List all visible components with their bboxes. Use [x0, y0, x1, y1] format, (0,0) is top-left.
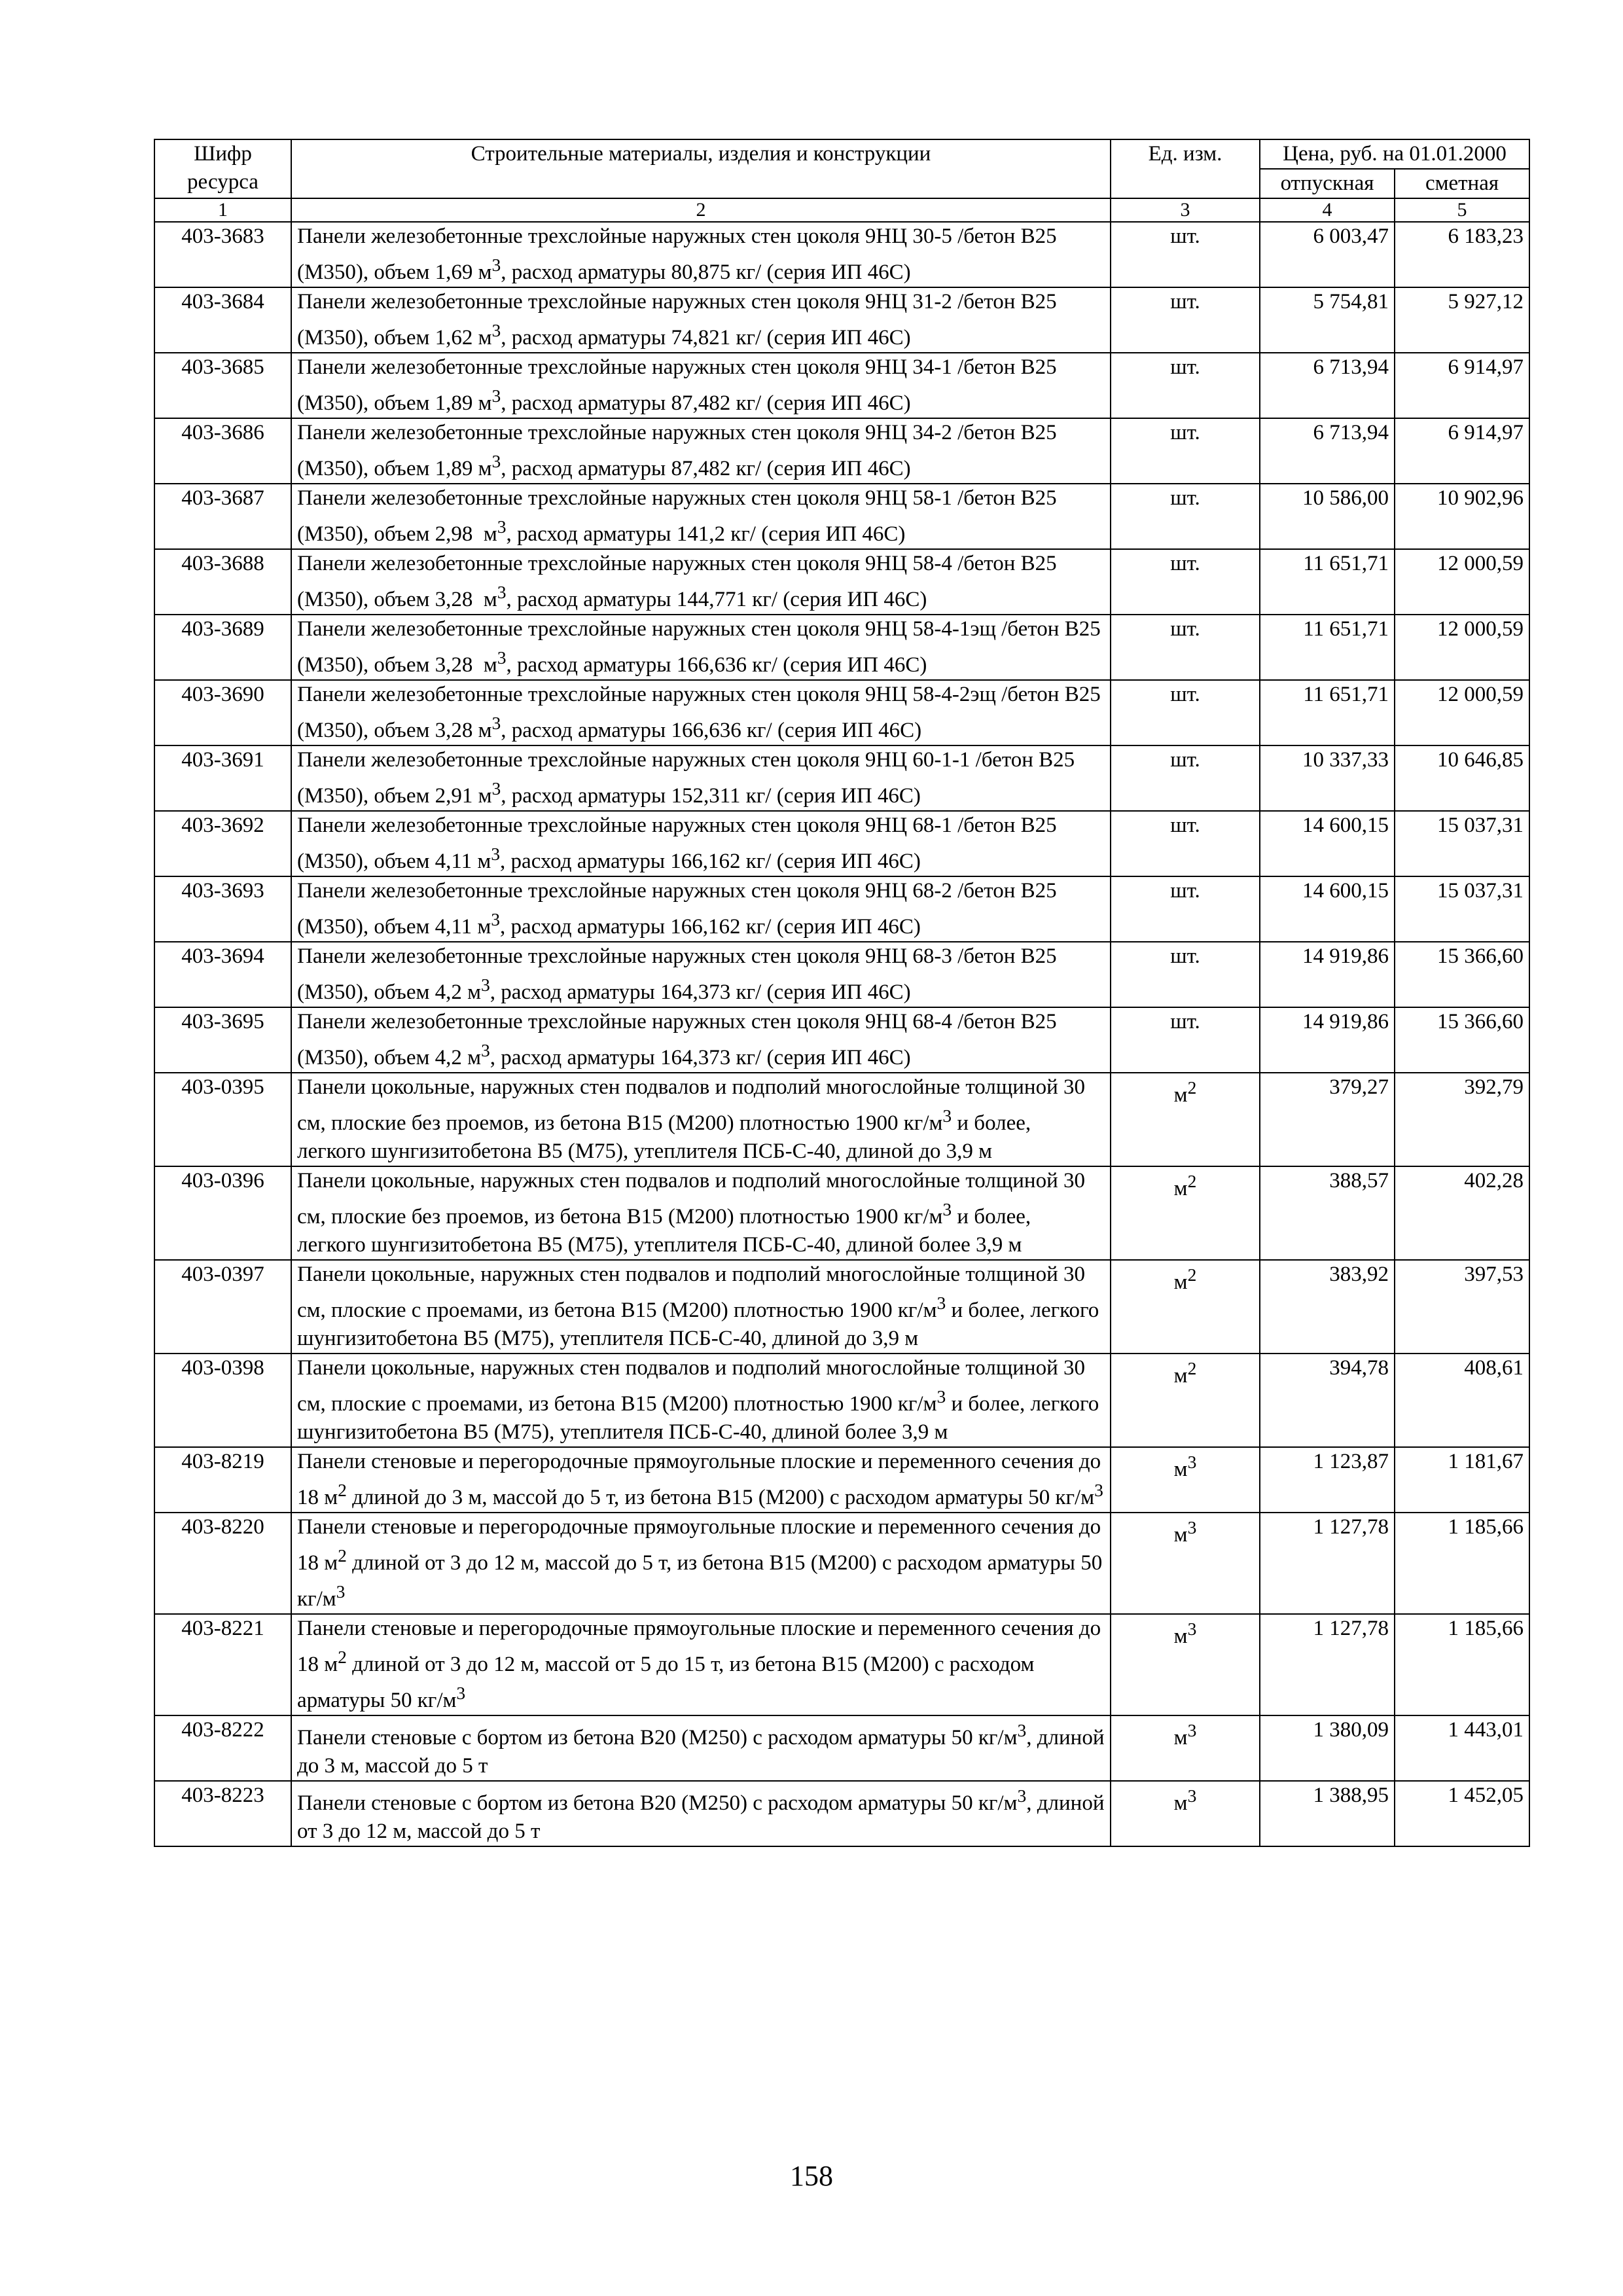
cell-description: Панели железобетонные трехслойные наружных стен цоколя 9НЦ 58-1 /бетон В25 (М350), объем 2,98 $м^3$, расход арматуры 141,2 кг/ (серия ИП 46С)	[291, 484, 1111, 549]
cell-description: Панели цокольные, наружных стен подвалов и подполий многослойные толщиной 30 см, плоские с проемами, из бетона В15 (М200) плотностью 1900 $кг/м^3$ и более, легкого шунгизитобетона В5 (М75), утеплителя ПСБ-С-40, длиной более 3,9 м	[291, 1354, 1111, 1447]
cell-code: 403-3688	[154, 549, 291, 615]
table-row	[154, 1007, 1529, 1073]
cell-unit: шт.	[1111, 811, 1260, 876]
cell-unit: шт.	[1111, 549, 1260, 615]
cell-unit: шт.	[1111, 1007, 1260, 1073]
cell-description: Панели стеновые и перегородочные прямоугольные плоские и переменного сечения до 18 $м^2$ длиной до 3 м, массой до 5 т, из бетона В15 (М200) с расходом арматуры 50 $кг/м^3$	[291, 1447, 1111, 1513]
cell-code: 403-3687	[154, 484, 291, 549]
table-row	[154, 876, 1529, 942]
table-row	[154, 222, 1529, 287]
cell-unit: шт.	[1111, 418, 1260, 484]
table-header-row	[154, 139, 1529, 169]
table-row	[154, 549, 1529, 615]
cell-description: Панели железобетонные трехслойные наружных стен цоколя 9НЦ 30-5 /бетон В25 (М350), объем 1,69 $м^3$, расход арматуры 80,875 кг/ (серия ИП 46С)	[291, 222, 1111, 287]
table-row	[154, 484, 1529, 549]
cell-unit: шт.	[1111, 353, 1260, 418]
header-estimate: сметная	[1395, 169, 1529, 198]
cell-description: Панели железобетонные трехслойные наружных стен цоколя 9НЦ 68-3 /бетон В25 (М350), объем 4,2 $м^3$, расход арматуры 164,373 кг/ (серия ИП 46С)	[291, 942, 1111, 1007]
page-number: 158	[790, 2160, 833, 2192]
cell-code: 403-3695	[154, 1007, 291, 1073]
cell-description: Панели железобетонные трехслойные наружных стен цоколя 9НЦ 68-2 /бетон В25 (М350), объем 4,11 $м^3$, расход арматуры 166,162 кг/ (серия ИП 46С)	[291, 876, 1111, 942]
cell-description: Панели железобетонные трехслойные наружных стен цоколя 9НЦ 58-4-1эщ /бетон В25 (М350), объем 3,28 $м^3$, расход арматуры 166,636 кг/ (серия ИП 46С)	[291, 615, 1111, 680]
cell-code: 403-3690	[154, 680, 291, 745]
cell-price-estimate: 6 914,97	[1395, 353, 1529, 418]
table-row	[154, 1614, 1529, 1715]
cell-code: 403-0397	[154, 1260, 291, 1354]
cell-code: 403-8219	[154, 1447, 291, 1513]
table-body	[154, 222, 1529, 1846]
cell-code: 403-0395	[154, 1073, 291, 1166]
cell-price-estimate: 15 037,31	[1395, 876, 1529, 942]
cell-price-release: 6 713,94	[1260, 353, 1395, 418]
column-numbers-row	[154, 198, 1529, 222]
cell-price-release: 14 600,15	[1260, 811, 1395, 876]
cell-code: 403-3692	[154, 811, 291, 876]
cell-price-release: 1 123,87	[1260, 1447, 1395, 1513]
table-row	[154, 353, 1529, 418]
column-number: 5	[1395, 198, 1529, 222]
cell-description: Панели цокольные, наружных стен подвалов и подполий многослойные толщиной 30 см, плоские с проемами, из бетона В15 (М200) плотностью 1900 $кг/м^3$ и более, легкого шунгизитобетона В5 (М75), утеплителя ПСБ-С-40, длиной до 3,9 м	[291, 1260, 1111, 1354]
cell-price-release: 1 127,78	[1260, 1513, 1395, 1614]
cell-unit: $м^3$	[1111, 1614, 1260, 1715]
cell-price-estimate: 402,28	[1395, 1166, 1529, 1260]
cell-unit: $м^3$	[1111, 1447, 1260, 1513]
cell-price-release: 383,92	[1260, 1260, 1395, 1354]
cell-description: Панели цокольные, наружных стен подвалов и подполий многослойные толщиной 30 см, плоские без проемов, из бетона В15 (М200) плотностью 1900 $кг/м^3$ и более, легкого шунгизитобетона В5 (М75), утеплителя ПСБ-С-40, длиной более 3,9 м	[291, 1166, 1111, 1260]
cell-price-estimate: 12 000,59	[1395, 680, 1529, 745]
cell-price-release: 388,57	[1260, 1166, 1395, 1260]
cell-price-estimate: 397,53	[1395, 1260, 1529, 1354]
cell-unit: $м^2$	[1111, 1260, 1260, 1354]
cell-price-estimate: 15 366,60	[1395, 942, 1529, 1007]
header-release: отпускная	[1260, 169, 1395, 198]
cell-description: Панели железобетонные трехслойные наружных стен цоколя 9НЦ 58-4 /бетон В25 (М350), объем 3,28 $м^3$, расход арматуры 144,771 кг/ (серия ИП 46С)	[291, 549, 1111, 615]
table-row	[154, 1073, 1529, 1166]
cell-price-release: 10 586,00	[1260, 484, 1395, 549]
cell-code: 403-0398	[154, 1354, 291, 1447]
cell-description: Панели железобетонные трехслойные наружных стен цоколя 9НЦ 58-4-2эщ /бетон В25 (М350), объем 3,28 $м^3$, расход арматуры 166,636 кг/ (серия ИП 46С)	[291, 680, 1111, 745]
cell-price-release: 5 754,81	[1260, 287, 1395, 353]
price-table	[154, 139, 1530, 1847]
cell-price-estimate: 1 443,01	[1395, 1715, 1529, 1781]
table-row	[154, 1166, 1529, 1260]
cell-price-estimate: 1 181,67	[1395, 1447, 1529, 1513]
cell-unit: шт.	[1111, 287, 1260, 353]
cell-price-estimate: 1 185,66	[1395, 1513, 1529, 1614]
table-row	[154, 1260, 1529, 1354]
cell-price-estimate: 5 927,12	[1395, 287, 1529, 353]
table-row	[154, 1715, 1529, 1781]
cell-price-estimate: 10 646,85	[1395, 745, 1529, 811]
cell-unit: $м^2$	[1111, 1166, 1260, 1260]
cell-price-estimate: 15 037,31	[1395, 811, 1529, 876]
table-row	[154, 1781, 1529, 1846]
cell-description: Панели железобетонные трехслойные наружных стен цоколя 9НЦ 31-2 /бетон В25 (М350), объем 1,62 $м^3$, расход арматуры 74,821 кг/ (серия ИП 46С)	[291, 287, 1111, 353]
cell-code: 403-8223	[154, 1781, 291, 1846]
table-row	[154, 745, 1529, 811]
cell-unit: шт.	[1111, 745, 1260, 811]
cell-price-release: 1 388,95	[1260, 1781, 1395, 1846]
cell-unit: $м^3$	[1111, 1513, 1260, 1614]
cell-description: Панели стеновые и перегородочные прямоугольные плоские и переменного сечения до 18 $м^2$ длиной от 3 до 12 м, массой от 5 до 15 т, из бетона В15 (М200) с расходом арматуры 50 $кг/м^3$	[291, 1614, 1111, 1715]
cell-description: Панели стеновые и перегородочные прямоугольные плоские и переменного сечения до 18 $м^2$ длиной от 3 до 12 м, массой до 5 т, из бетона В15 (М200) с расходом арматуры 50 $кг/м^3$	[291, 1513, 1111, 1614]
cell-code: 403-8220	[154, 1513, 291, 1614]
column-number: 2	[291, 198, 1111, 222]
cell-code: 403-3689	[154, 615, 291, 680]
cell-code: 403-3683	[154, 222, 291, 287]
cell-unit: шт.	[1111, 615, 1260, 680]
header-unit: Ед. изм.	[1111, 139, 1260, 198]
cell-code: 403-8221	[154, 1614, 291, 1715]
cell-code: 403-3685	[154, 353, 291, 418]
cell-price-release: 394,78	[1260, 1354, 1395, 1447]
cell-price-estimate: 6 914,97	[1395, 418, 1529, 484]
column-number: 1	[154, 198, 291, 222]
cell-price-release: 379,27	[1260, 1073, 1395, 1166]
cell-price-estimate: 12 000,59	[1395, 615, 1529, 680]
cell-price-estimate: 1 185,66	[1395, 1614, 1529, 1715]
cell-description: Панели стеновые с бортом из бетона В20 (М250) с расходом арматуры 50 $кг/м^3$, длиной до 3 м, массой до 5 т	[291, 1715, 1111, 1781]
cell-description: Панели цокольные, наружных стен подвалов и подполий многослойные толщиной 30 см, плоские без проемов, из бетона В15 (М200) плотностью 1900 $кг/м^3$ и более, легкого шунгизитобетона В5 (М75), утеплителя ПСБ-С-40, длиной до 3,9 м	[291, 1073, 1111, 1166]
cell-description: Панели железобетонные трехслойные наружных стен цоколя 9НЦ 68-4 /бетон В25 (М350), объем 4,2 $м^3$, расход арматуры 164,373 кг/ (серия ИП 46С)	[291, 1007, 1111, 1073]
table-row	[154, 1513, 1529, 1614]
cell-unit: $м^3$	[1111, 1715, 1260, 1781]
cell-code: 403-3684	[154, 287, 291, 353]
cell-description: Панели стеновые с бортом из бетона В20 (М250) с расходом арматуры 50 $кг/м^3$, длиной от 3 до 12 м, массой до 5 т	[291, 1781, 1111, 1846]
cell-unit: $м^2$	[1111, 1073, 1260, 1166]
column-number: 3	[1111, 198, 1260, 222]
cell-unit: шт.	[1111, 484, 1260, 549]
cell-unit: $м^3$	[1111, 1781, 1260, 1846]
table-row	[154, 287, 1529, 353]
cell-price-release: 6 003,47	[1260, 222, 1395, 287]
cell-price-estimate: 15 366,60	[1395, 1007, 1529, 1073]
cell-price-release: 11 651,71	[1260, 549, 1395, 615]
table-row	[154, 942, 1529, 1007]
cell-price-estimate: 10 902,96	[1395, 484, 1529, 549]
cell-description: Панели железобетонные трехслойные наружных стен цоколя 9НЦ 68-1 /бетон В25 (М350), объем 4,11 $м^3$, расход арматуры 166,162 кг/ (серия ИП 46С)	[291, 811, 1111, 876]
cell-price-estimate: 408,61	[1395, 1354, 1529, 1447]
cell-price-release: 1 380,09	[1260, 1715, 1395, 1781]
cell-price-release: 14 600,15	[1260, 876, 1395, 942]
cell-unit: шт.	[1111, 222, 1260, 287]
cell-code: 403-0396	[154, 1166, 291, 1260]
cell-description: Панели железобетонные трехслойные наружных стен цоколя 9НЦ 60-1-1 /бетон В25 (М350), объем 2,91 $м^3$, расход арматуры 152,311 кг/ (серия ИП 46С)	[291, 745, 1111, 811]
header-name: Строительные материалы, изделия и конструкции	[291, 139, 1111, 198]
cell-unit: шт.	[1111, 876, 1260, 942]
table-row	[154, 1447, 1529, 1513]
cell-price-release: 1 127,78	[1260, 1614, 1395, 1715]
cell-price-release: 6 713,94	[1260, 418, 1395, 484]
cell-price-release: 11 651,71	[1260, 680, 1395, 745]
cell-price-release: 11 651,71	[1260, 615, 1395, 680]
cell-price-release: 14 919,86	[1260, 1007, 1395, 1073]
cell-unit: $м^2$	[1111, 1354, 1260, 1447]
table-row	[154, 680, 1529, 745]
table-row	[154, 1354, 1529, 1447]
cell-price-estimate: 1 452,05	[1395, 1781, 1529, 1846]
cell-code: 403-3686	[154, 418, 291, 484]
table-row	[154, 418, 1529, 484]
cell-price-release: 10 337,33	[1260, 745, 1395, 811]
cell-code: 403-8222	[154, 1715, 291, 1781]
cell-code: 403-3693	[154, 876, 291, 942]
table-row	[154, 811, 1529, 876]
header-price: Цена, руб. на 01.01.2000	[1260, 139, 1529, 169]
cell-price-release: 14 919,86	[1260, 942, 1395, 1007]
cell-price-estimate: 6 183,23	[1395, 222, 1529, 287]
cell-unit: шт.	[1111, 680, 1260, 745]
cell-price-estimate: 12 000,59	[1395, 549, 1529, 615]
cell-description: Панели железобетонные трехслойные наружных стен цоколя 9НЦ 34-1 /бетон В25 (М350), объем 1,89 $м^3$, расход арматуры 87,482 кг/ (серия ИП 46С)	[291, 353, 1111, 418]
cell-code: 403-3694	[154, 942, 291, 1007]
column-number: 4	[1260, 198, 1395, 222]
cell-code: 403-3691	[154, 745, 291, 811]
header-code: Шифр ресурса	[154, 139, 291, 198]
cell-unit: шт.	[1111, 942, 1260, 1007]
cell-description: Панели железобетонные трехслойные наружных стен цоколя 9НЦ 34-2 /бетон В25 (М350), объем 1,89 $м^3$, расход арматуры 87,482 кг/ (серия ИП 46С)	[291, 418, 1111, 484]
cell-price-estimate: 392,79	[1395, 1073, 1529, 1166]
table-row	[154, 615, 1529, 680]
